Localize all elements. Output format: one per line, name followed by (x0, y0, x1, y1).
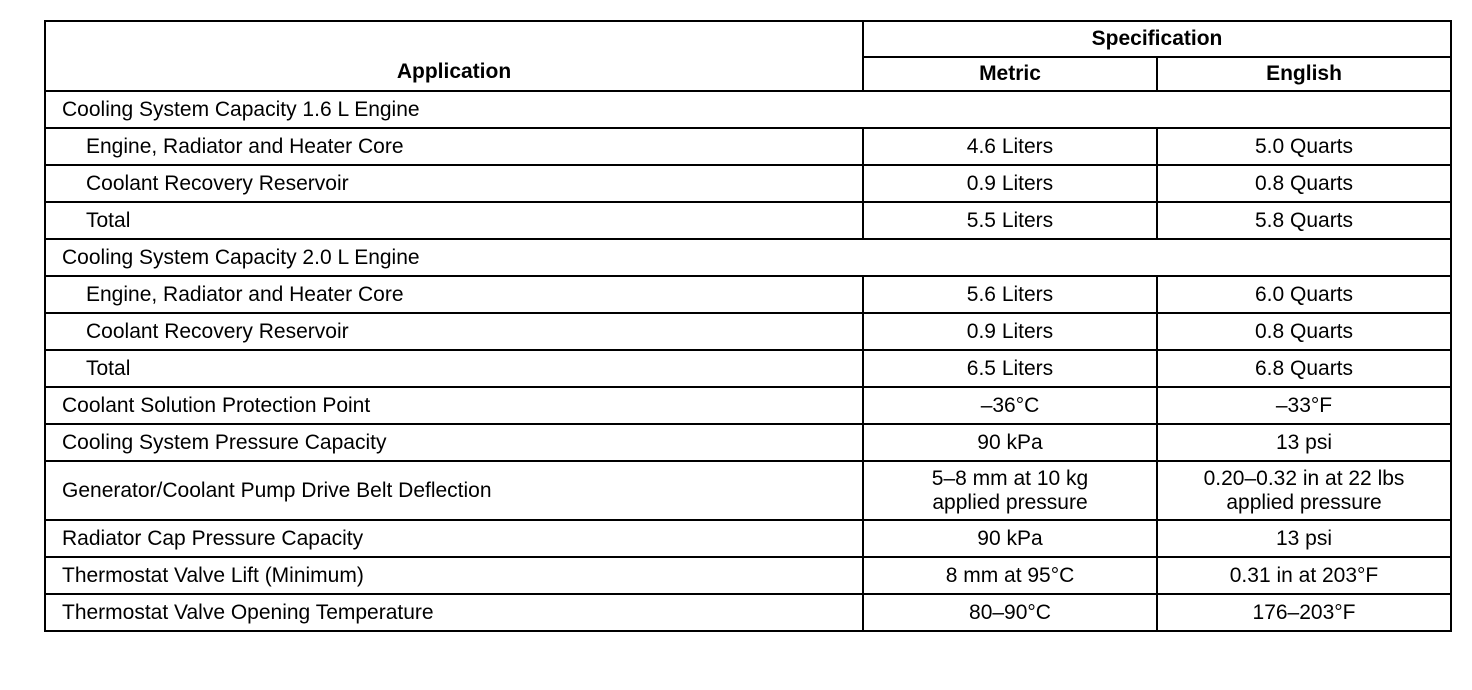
english-cell: –33°F (1157, 387, 1451, 424)
english-cell: 0.8 Quarts (1157, 165, 1451, 202)
section-title: Cooling System Capacity 2.0 L Engine (45, 239, 1451, 276)
table-row (45, 202, 1451, 239)
english-line: applied pressure (1226, 490, 1382, 514)
section-header-row (45, 239, 1451, 276)
header-english: English (1157, 57, 1451, 91)
english-cell: 6.8 Quarts (1157, 350, 1451, 387)
application-cell: Cooling System Pressure Capacity (45, 424, 863, 461)
application-cell: Total (45, 350, 863, 387)
application-cell: Coolant Recovery Reservoir (45, 165, 863, 202)
english-cell: 13 psi (1157, 520, 1451, 557)
section-title: Cooling System Capacity 1.6 L Engine (45, 91, 1451, 128)
metric-cell: 90 kPa (863, 520, 1157, 557)
application-cell: Total (45, 202, 863, 239)
application-cell: Engine, Radiator and Heater Core (45, 128, 863, 165)
table-row (45, 557, 1451, 594)
table-row (45, 313, 1451, 350)
header-application: Application (45, 21, 863, 91)
metric-cell: 5.6 Liters (863, 276, 1157, 313)
header-specification: Specification (863, 21, 1451, 57)
english-cell: 5.8 Quarts (1157, 202, 1451, 239)
metric-cell: 0.9 Liters (863, 313, 1157, 350)
metric-cell: 8 mm at 95°C (863, 557, 1157, 594)
english-cell: 0.8 Quarts (1157, 313, 1451, 350)
metric-cell: 6.5 Liters (863, 350, 1157, 387)
application-cell: Generator/Coolant Pump Drive Belt Deflection (45, 461, 863, 520)
metric-cell: 4.6 Liters (863, 128, 1157, 165)
metric-cell (863, 461, 1157, 520)
metric-cell: 0.9 Liters (863, 165, 1157, 202)
metric-line: applied pressure (932, 490, 1088, 514)
table-row (45, 387, 1451, 424)
table-row (45, 520, 1451, 557)
specification-table (44, 20, 1452, 632)
metric-line: 5–8 mm at 10 kg (931, 466, 1089, 490)
metric-cell: 90 kPa (863, 424, 1157, 461)
table-body (45, 91, 1451, 631)
application-cell: Thermostat Valve Lift (Minimum) (45, 557, 863, 594)
table-row (45, 594, 1451, 631)
english-line: 0.20–0.32 in at 22 lbs (1203, 466, 1405, 490)
application-cell: Radiator Cap Pressure Capacity (45, 520, 863, 557)
application-cell: Thermostat Valve Opening Temperature (45, 594, 863, 631)
english-cell: 5.0 Quarts (1157, 128, 1451, 165)
table-row (45, 276, 1451, 313)
english-cell: 13 psi (1157, 424, 1451, 461)
header-metric: Metric (863, 57, 1157, 91)
metric-cell: 80–90°C (863, 594, 1157, 631)
application-cell: Coolant Recovery Reservoir (45, 313, 863, 350)
table-header (45, 21, 1451, 91)
application-cell: Coolant Solution Protection Point (45, 387, 863, 424)
english-cell: 0.31 in at 203°F (1157, 557, 1451, 594)
english-cell: 6.0 Quarts (1157, 276, 1451, 313)
table-row (45, 350, 1451, 387)
table-row (45, 461, 1451, 520)
table-row (45, 165, 1451, 202)
section-header-row (45, 91, 1451, 128)
metric-cell: 5.5 Liters (863, 202, 1157, 239)
english-cell (1157, 461, 1451, 520)
table-row (45, 424, 1451, 461)
table-row (45, 128, 1451, 165)
english-cell: 176–203°F (1157, 594, 1451, 631)
application-cell: Engine, Radiator and Heater Core (45, 276, 863, 313)
metric-cell: –36°C (863, 387, 1157, 424)
